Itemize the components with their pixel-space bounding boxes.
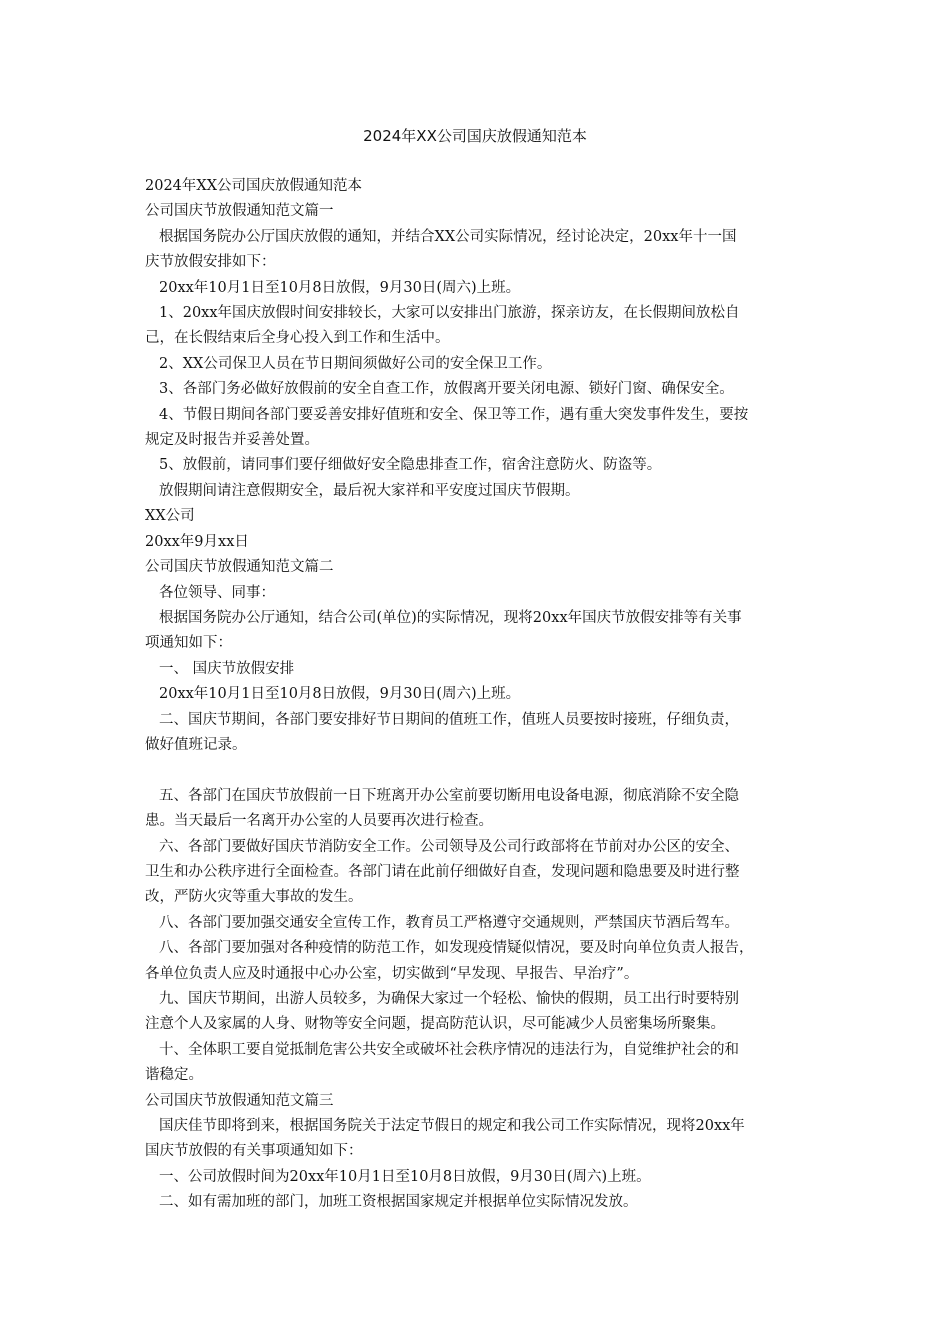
document-line: 国庆节放假的有关事项通知如下： — [145, 1143, 363, 1160]
document-line: 六、各部门要做好国庆节消防安全工作。公司领导及公司行政部将在节前对办公区的安全、 — [159, 838, 739, 855]
document-line: 十、全体职工要自觉抵制危害公共安全或破坏社会秩序情况的违法行为，自觉维护社会的和 — [159, 1041, 739, 1058]
document-line: 二、国庆节期间，各部门要安排好节日期间的值班工作，值班人员要按时接班，仔细负责， — [159, 711, 739, 728]
document-line: 1、20xx年国庆放假时间安排较长，大家可以安排出门旅游，探亲访友，在长假期间放松自 — [159, 305, 740, 322]
document-line: 公司国庆节放假通知范文篇一 — [145, 203, 334, 220]
document-line: 庆节放假安排如下： — [145, 254, 276, 271]
document-line: 做好值班记录。 — [145, 736, 247, 753]
document-line: 2024年XX公司国庆放假通知范本 — [145, 178, 363, 194]
document-line: 规定及时报告并妥善处置。 — [145, 432, 319, 449]
document-line: 国庆佳节即将到来，根据国务院关于法定节假日的规定和我公司工作实际情况，现将20xx年 — [159, 1118, 745, 1135]
document-line: 4、节假日期间各部门要妥善安排好值班和安全、保卫等工作，遇有重大突发事件发生，要按 — [159, 406, 749, 423]
document-line: 2、XX公司保卫人员在节日期间须做好公司的安全保卫工作。 — [159, 355, 552, 372]
document-line: 患。当天最后一名离开办公室的人员要再次进行检查。 — [145, 813, 493, 830]
document-line: 一、公司放假时间为20xx年10月1日至10月8日放假，9月30日(周六)上班。 — [159, 1168, 651, 1185]
document-line: 根据国务院办公厅通知，结合公司(单位)的实际情况，现将20xx年国庆节放假安排等有关事 — [159, 609, 742, 626]
document-line: 放假期间请注意假期安全，最后祝大家祥和平安度过国庆节假期。 — [159, 482, 580, 499]
document-body — [145, 174, 805, 1216]
document-title: 2024年XX公司国庆放假通知范本 — [363, 127, 587, 145]
document-line: 八、各部门要加强交通安全宣传工作，教育员工严格遵守交通规则，严禁国庆节酒后驾车。 — [159, 914, 739, 931]
document-line: 改，严防火灾等重大事故的发生。 — [145, 889, 363, 906]
document-line: 20xx年10月1日至10月8日放假，9月30日(周六)上班。 — [159, 686, 521, 703]
document-line: 卫生和办公秩序进行全面检查。各部门请在此前仔细做好自查，发现问题和隐患要及时进行整 — [145, 863, 740, 880]
document-line: 一、 国庆节放假安排 — [159, 660, 295, 677]
document-line: 谐稳定。 — [145, 1067, 203, 1084]
document-line: 八、各部门要加强对各种疫情的防范工作，如发现疫情疑似情况，要及时向单位负责人报告， — [159, 940, 754, 957]
document-line: 根据国务院办公厅国庆放假的通知，并结合XX公司实际情况，经讨论决定，20xx年十一国 — [159, 228, 737, 245]
document-line: 项通知如下： — [145, 635, 232, 652]
document-line: 五、各部门在国庆节放假前一日下班离开办公室前要切断用电设备电源，彻底消除不安全隐 — [159, 787, 739, 804]
document-line: 己，在长假结束后全身心投入到工作和生活中。 — [145, 330, 450, 347]
document-line: 公司国庆节放假通知范文篇二 — [145, 559, 334, 576]
document-line: 公司国庆节放假通知范文篇三 — [145, 1092, 334, 1109]
document-line: 二、如有需加班的部门，加班工资根据国家规定并根据单位实际情况发放。 — [159, 1194, 638, 1211]
document-line: 各单位负责人应及时通报中心办公室，切实做到“早发现、早报告、早治疗”。 — [145, 965, 639, 982]
document-line: 注意个人及家属的人身、财物等安全问题，提高防范认识，尽可能减少人员密集场所聚集。 — [145, 1016, 725, 1033]
document-line: 各位领导、同事： — [159, 584, 275, 601]
blank-line — [145, 758, 805, 783]
document-line: 3、各部门务必做好放假前的安全自查工作，放假离开要关闭电源、锁好门窗、确保安全。 — [159, 381, 734, 398]
document-line: 九、国庆节期间，出游人员较多，为确保大家过一个轻松、愉快的假期，员工出行时要特别 — [159, 990, 739, 1007]
document-line: 20xx年9月xx日 — [145, 533, 249, 550]
document-line: 5、放假前，请同事们要仔细做好安全隐患排查工作，宿舍注意防火、防盗等。 — [159, 457, 662, 474]
document-line: XX公司 — [145, 508, 195, 525]
document-line: 20xx年10月1日至10月8日放假，9月30日(周六)上班。 — [159, 279, 521, 296]
